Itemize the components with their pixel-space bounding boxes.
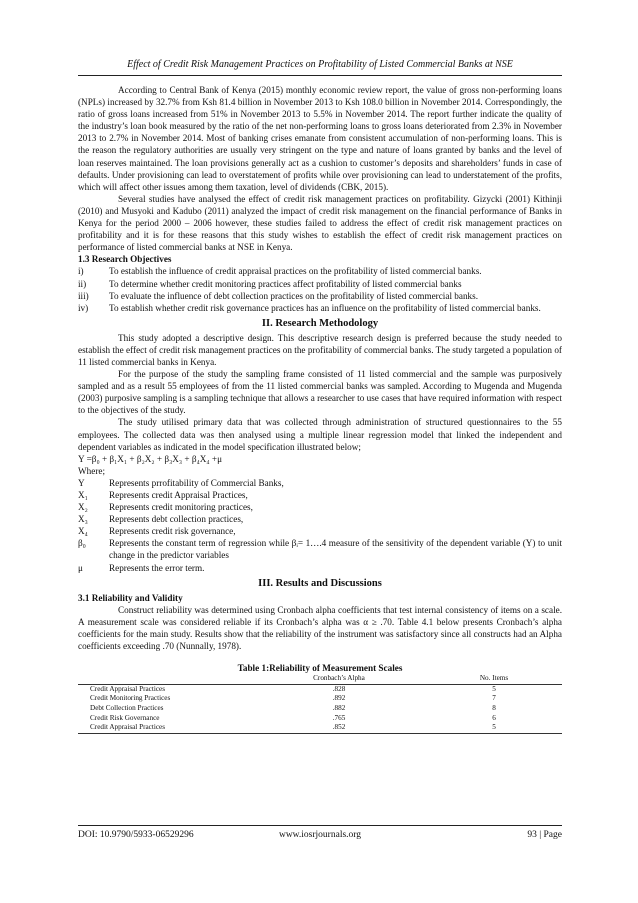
table-cell: 8 (492, 703, 496, 712)
methodology-paragraph-1: This study adopted a descriptive design. This descriptive research design is preferred because the study needed to establish the effect of credit risk management practices on the profitability of commercial banks. The study targeted a population of 11 listed commercial banks in Kenya. (78, 332, 562, 367)
table-cell: Credit Appraisal Practices (90, 684, 166, 693)
results-heading: III. Results and Discussions (258, 577, 382, 589)
intro-paragraph-1: According to Central Bank of Kenya (2015) monthly economic review report, the value of gross non-performing loans (NPLs) increased by 32.7% from Ksh 81.4 billion in November 2013 to Ksh 108.0 billion in November 2014. Correspondingly, the ratio of gross loans increased from 51% in November 2013 to 5.5% in November 2014. The report further indicate the quality of the industry’s loan book measured by the ratio of the net non-performing loans to gross loans deteriorated from 2.3% in November 2013 to 2.7% in November 2014. Most of banking crises emanate from consistent accumulation of non-performing loans. This is the reason the regulatory authorities are usually very stringent on the type and nature of loans granted by banks and the level of loan reserves maintained. The loan provisions generally act as a cushion to customer’s deposits and shareholders’ funds in case of defaults. Under provisioning can lead to overstatement of profits while over provisioning can lead to understatement of the profits, which will affect other issues among them taxation, level of dividends (CBK, 2015). (78, 85, 562, 192)
variable-description: Represents credit Appraisal Practices, (109, 490, 248, 500)
variable-symbol: Y (78, 477, 85, 488)
objectives-heading: 1.3 Research Objectives (78, 254, 172, 265)
variable-row (78, 489, 562, 501)
regression-equation: Y =β₀ + β₁X₁ + β₂X₂ + β₃X₃ + β₄X₄ +μ (78, 453, 223, 464)
variable-symbol: X₁ (78, 490, 88, 500)
variable-description: Represents the constant term of regression while βᵢ= 1….4 measure of the sensitivity of the dependent variable (Y) to unit change in the predictor variables (109, 538, 562, 561)
reliability-table (78, 674, 562, 734)
header-rule (78, 75, 562, 76)
table-cell: Credit Monitoring Practices (90, 694, 171, 703)
table-row (78, 714, 562, 724)
table-cell: Debt Collection Practices (90, 703, 164, 712)
list-item-label: i) (78, 266, 84, 277)
methodology-heading: II. Research Methodology (261, 317, 379, 329)
table-header-cell: No. Items (426, 674, 562, 684)
running-title: Effect of Credit Risk Management Practices on Profitability of Listed Commercial Banks at NSE (127, 59, 513, 70)
footer-rule (78, 825, 562, 826)
variable-description: Represents prrofitability of Commercial Banks, (109, 477, 284, 488)
objectives-list (78, 265, 562, 313)
table-caption: Table 1:Reliability of Measurement Scales (237, 663, 403, 674)
table-cell: .882 (332, 703, 346, 712)
footer-doi: DOI: 10.9790/5933-06529296 (78, 830, 194, 840)
variable-description: Represents debt collection practices, (109, 514, 244, 525)
variable-row (78, 525, 562, 537)
variable-row (78, 562, 562, 574)
variable-row (78, 477, 562, 489)
intro-paragraph-2: Several studies have analysed the effect of credit risk management practices on profitability. Gizycki (2001) Kithinji (2010) and Musyoki and Kadubo (2011) analyzed the impact of credit risk management on the financial performance of Banks in Kenya for the period 2000 – 2006 however, these studies failed to address the effect of credit risk management practices on profitability and it is for these reasons that this study wishes to establish the effect of credit risk management practices on performance of listed commercial banks at NSE in Kenya. (78, 193, 562, 253)
list-item (78, 265, 562, 277)
variable-symbol: X₂ (78, 502, 88, 513)
variable-definitions (78, 477, 562, 574)
table-cell: 5 (426, 723, 562, 733)
table-row (78, 704, 562, 714)
table-header-cell (78, 674, 252, 684)
variable-symbol: X₄ (78, 526, 88, 537)
table-cell: 6 (492, 713, 496, 722)
footer-page-number: 93 | Page (527, 830, 562, 840)
methodology-paragraph-2: For the purpose of the study the sampling frame consisted of 11 listed commercial and the sample was purposively sampled and as a result 55 employees of from the 11 listed commercial banks was sampled. According to Mugenda and Mugenda (2003) purposive sampling is a sampling technique that allows a researcher to use cases that have required information with respect to the objectives of the study. (78, 369, 562, 416)
list-item (78, 290, 562, 302)
where-label: Where; (78, 465, 106, 476)
methodology-paragraph-3: The study utilised primary data that was collected through administration of structured questionnaires to the 55 employees. The collected data was then analysed using a multiple linear regression model that linked the independent and dependent variables as indicated in the model specification illustrated below; (78, 417, 562, 452)
variable-symbol: β₀ (78, 538, 86, 549)
variable-description: Represents credit monitoring practices, (109, 502, 253, 513)
list-item-label: iv) (78, 302, 89, 313)
table-cell: 7 (492, 694, 496, 703)
list-item (78, 302, 562, 314)
table-cell: .892 (332, 694, 346, 703)
variable-symbol: X₃ (78, 514, 88, 525)
variable-description: Represents credit risk governance, (109, 526, 236, 537)
table-cell: .852 (252, 723, 426, 733)
list-item-label: ii) (78, 278, 87, 289)
table-cell: Credit Risk Governance (90, 713, 160, 722)
reliability-subheading: 3.1 Reliability and Validity (78, 592, 183, 603)
table-header-cell: Cronbach’s Alpha (252, 674, 426, 684)
variable-row (78, 513, 562, 525)
table-cell: Credit Appraisal Practices (78, 723, 252, 733)
variable-description: Represents the error term. (109, 562, 205, 573)
table-cell: .828 (332, 684, 346, 693)
table-cell: 5 (492, 684, 496, 693)
footer-website: www.iosrjournals.org (278, 830, 362, 840)
list-item (78, 278, 562, 290)
list-item-text: To evaluate the influence of debt collection practices on the profitability of listed commercial banks. (109, 290, 479, 301)
results-paragraph-1: Construct reliability was determined using Cronbach alpha coefficients that test internal consistency of items on a scale. A measurement scale was considered reliable if its Cronbach’s alpha was α ≥ .70. Table 4.1 below presents Cronbach’s alpha coefficients for the main study. Results show that the reliability of the instrument was satisfactory since all constructs had an Alpha coefficients exceeding .70 (Nunnally, 1978). (78, 604, 562, 652)
table-row (78, 684, 562, 694)
table-cell: .765 (332, 713, 346, 722)
list-item-text: To establish whether credit risk governance practices has an influence on the profitability of listed commercial banks. (109, 302, 541, 313)
list-item-text: To determine whether credit monitoring practices affect profitability of listed commercial banks (109, 278, 462, 289)
list-item-text: To establish the influence of credit appraisal practices on the profitability of listed commercial banks. (109, 266, 482, 277)
variable-row (78, 501, 562, 513)
variable-row (78, 537, 562, 561)
page-body (78, 84, 562, 734)
list-item-label: iii) (78, 290, 89, 301)
variable-symbol: μ (78, 562, 83, 573)
table-row (78, 723, 562, 733)
table-row (78, 694, 562, 704)
table-header-row (78, 674, 562, 684)
